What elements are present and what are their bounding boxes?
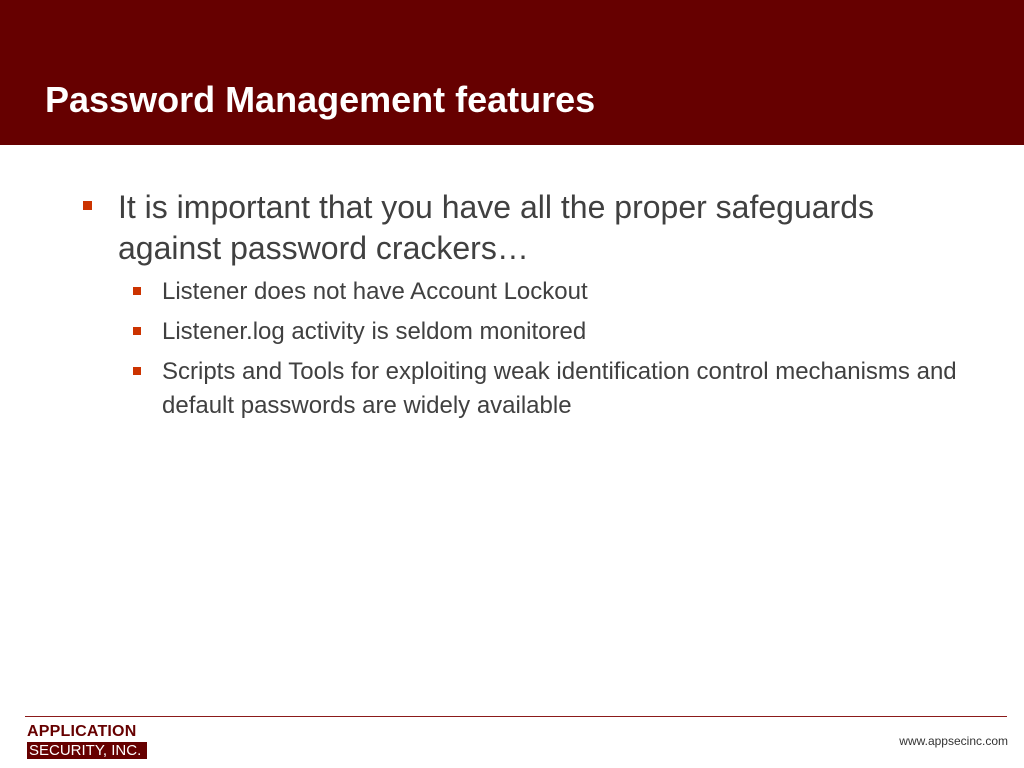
- sub-bullet-item: [132, 315, 980, 349]
- square-bullet-icon: [133, 287, 141, 295]
- main-bullet-text: It is important that you have all the proper safeguards against password crackers…: [118, 189, 874, 266]
- slide-title: Password Management features: [45, 79, 596, 120]
- square-bullet-icon: [83, 201, 92, 210]
- main-bullet: [80, 187, 980, 269]
- slide-content: [80, 187, 980, 429]
- footer-divider: [25, 716, 1007, 717]
- sub-bullet-text: Scripts and Tools for exploiting weak identification control mechanisms and default passwords are widely available: [162, 358, 957, 419]
- logo-line-2: SECURITY, INC.: [27, 742, 147, 759]
- title-bar: [0, 0, 1024, 145]
- sub-bullet-text: Listener.log activity is seldom monitored: [162, 318, 587, 345]
- square-bullet-icon: [133, 327, 141, 335]
- footer-url: www.appsecinc.com: [899, 734, 1008, 748]
- sub-bullet-list: [80, 275, 980, 423]
- sub-bullet-item: [132, 355, 980, 423]
- sub-bullet-item: [132, 275, 980, 309]
- sub-bullet-text: Listener does not have Account Lockout: [162, 278, 588, 305]
- square-bullet-icon: [133, 367, 141, 375]
- company-logo: [27, 724, 147, 759]
- logo-line-1: APPLICATION: [27, 723, 137, 740]
